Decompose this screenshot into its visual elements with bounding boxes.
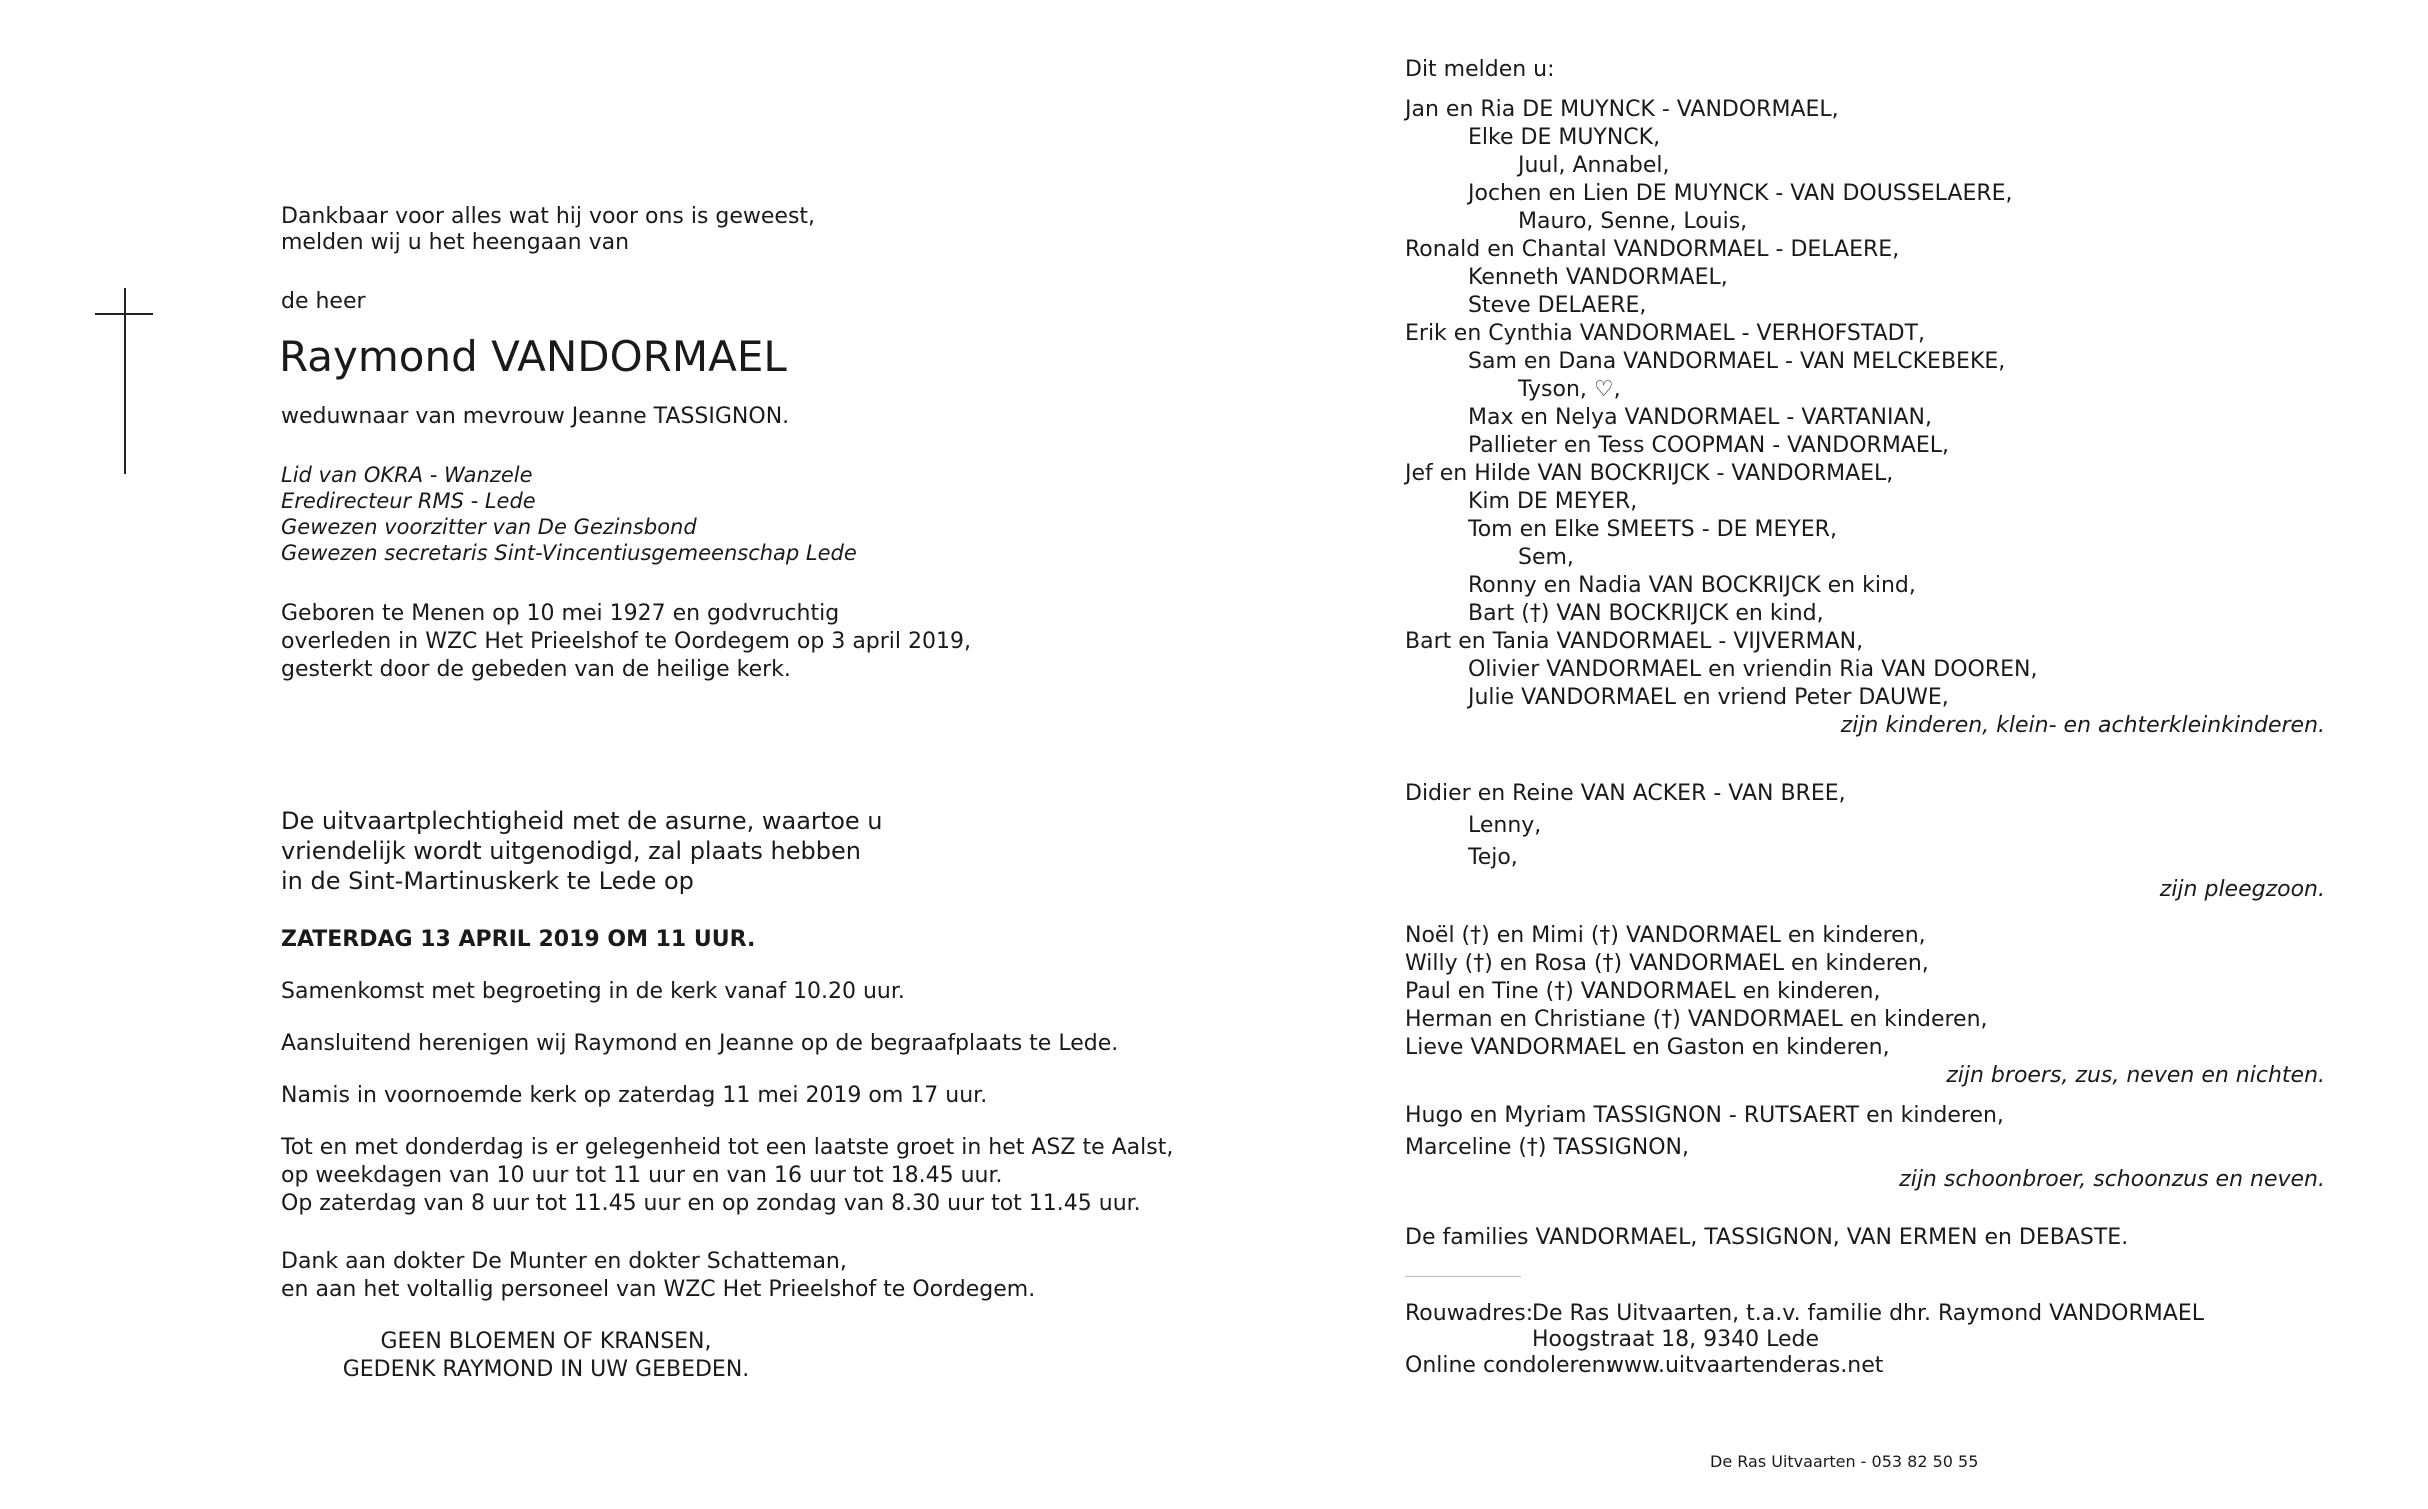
family-line: Didier en Reine VAN ACKER - VAN BREE, bbox=[1405, 781, 1846, 806]
family-line: Paul en Tine (†) VANDORMAEL en kinderen, bbox=[1405, 979, 1881, 1004]
family-line: Tyson, ♡, bbox=[1518, 377, 1621, 402]
family-line: Julie VANDORMAEL en vriend Peter DAUWE, bbox=[1468, 685, 1949, 710]
funeral-date: ZATERDAG 13 APRIL 2019 OM 11 UUR. bbox=[281, 927, 756, 952]
address-label: Rouwadres: bbox=[1405, 1301, 1534, 1326]
family-line: Max en Nelya VANDORMAEL - VARTANIAN, bbox=[1468, 405, 1932, 430]
intro-line-2: melden wij u het heengaan van bbox=[281, 230, 630, 255]
salutation: de heer bbox=[281, 289, 366, 314]
ceremony-line-3: in de Sint-Martinuskerk te Lede op bbox=[281, 867, 694, 895]
family-line: Sam en Dana VANDORMAEL - VAN MELCKEBEKE, bbox=[1468, 349, 2006, 374]
birth-line-2: overleden in WZC Het Prieelshof te Oordegem op 3 april 2019, bbox=[281, 629, 972, 654]
gathering-line: Samenkomst met begroeting in de kerk vanaf 10.20 uur. bbox=[281, 979, 905, 1004]
widower-line: weduwnaar van mevrouw Jeanne TASSIGNON. bbox=[281, 404, 790, 429]
function-1: Lid van OKRA - Wanzele bbox=[281, 463, 533, 487]
family-line: Lieve VANDORMAEL en Gaston en kinderen, bbox=[1405, 1035, 1890, 1060]
family-line: Kim DE MEYER, bbox=[1468, 489, 1638, 514]
relation-children: zijn kinderen, klein- en achterkleinkinderen. bbox=[1840, 713, 2325, 738]
birth-line-3: gesterkt door de gebeden van de heilige kerk. bbox=[281, 657, 791, 682]
birth-line-1: Geboren te Menen op 10 mei 1927 en godvruchtig bbox=[281, 601, 840, 626]
family-line: Olivier VANDORMAEL en vriendin Ria VAN DOOREN, bbox=[1468, 657, 2038, 682]
function-3: Gewezen voorzitter van De Gezinsbond bbox=[281, 515, 697, 539]
family-line: Erik en Cynthia VANDORMAEL - VERHOFSTADT, bbox=[1405, 321, 1926, 346]
online-label: Online condoleren: bbox=[1405, 1353, 1613, 1378]
family-line: Steve DELAERE, bbox=[1468, 293, 1647, 318]
family-line: Bart en Tania VANDORMAEL - VIJVERMAN, bbox=[1405, 629, 1864, 654]
family-line: Hugo en Myriam TASSIGNON - RUTSAERT en kinderen, bbox=[1405, 1103, 2004, 1128]
family-line: Sem, bbox=[1518, 545, 1574, 570]
intro-line-1: Dankbaar voor alles wat hij voor ons is geweest, bbox=[281, 204, 816, 229]
mass-line: Namis in voornoemde kerk op zaterdag 11 mei 2019 om 17 uur. bbox=[281, 1083, 988, 1108]
family-line: Bart (†) VAN BOCKRIJCK en kind, bbox=[1468, 601, 1824, 626]
family-line: Lenny, bbox=[1468, 813, 1542, 838]
ceremony-line-1: De uitvaartplechtigheid met de asurne, waartoe u bbox=[281, 807, 883, 835]
family-line: Pallieter en Tess COOPMAN - VANDORMAEL, bbox=[1468, 433, 1950, 458]
family-line: Tom en Elke SMEETS - DE MEYER, bbox=[1468, 517, 1837, 542]
function-4: Gewezen secretaris Sint-Vincentiusgemeenschap Lede bbox=[281, 541, 857, 565]
farewell-line-3: Op zaterdag van 8 uur tot 11.45 uur en op zondag van 8.30 uur tot 11.45 uur. bbox=[281, 1191, 1141, 1216]
relation-in-laws: zijn schoonbroer, schoonzus en neven. bbox=[1899, 1167, 2325, 1192]
family-line: Noël (†) en Mimi (†) VANDORMAEL en kinderen, bbox=[1405, 923, 1926, 948]
ceremony-line-2: vriendelijk wordt uitgenodigd, zal plaats hebben bbox=[281, 837, 861, 865]
family-line: Willy (†) en Rosa (†) VANDORMAEL en kinderen, bbox=[1405, 951, 1929, 976]
footer-contact: De Ras Uitvaarten - 053 82 50 55 bbox=[1710, 1452, 1979, 1471]
family-line: Kenneth VANDORMAEL, bbox=[1468, 265, 1728, 290]
family-line: Mauro, Senne, Louis, bbox=[1518, 209, 1748, 234]
address-line-2: Hoogstraat 18, 9340 Lede bbox=[1532, 1327, 1820, 1352]
family-line: Ronald en Chantal VANDORMAEL - DELAERE, bbox=[1405, 237, 1900, 262]
families-line: De families VANDORMAEL, TASSIGNON, VAN ERMEN en DEBASTE. bbox=[1405, 1225, 2129, 1250]
address-line-1: De Ras Uitvaarten, t.a.v. familie dhr. Raymond VANDORMAEL bbox=[1532, 1301, 2204, 1326]
farewell-line-2: op weekdagen van 10 uur tot 11 uur en van 16 uur tot 18.45 uur. bbox=[281, 1163, 1003, 1188]
family-line: Marceline (†) TASSIGNON, bbox=[1405, 1135, 1689, 1160]
family-line: Jan en Ria DE MUYNCK - VANDORMAEL, bbox=[1405, 97, 1839, 122]
function-2: Eredirecteur RMS - Lede bbox=[281, 489, 536, 513]
family-line: Jef en Hilde VAN BOCKRIJCK - VANDORMAEL, bbox=[1405, 461, 1894, 486]
closing-line-1: GEEN BLOEMEN OF KRANSEN, bbox=[380, 1329, 712, 1354]
divider bbox=[1405, 1276, 1521, 1277]
family-line: Ronny en Nadia VAN BOCKRIJCK en kind, bbox=[1468, 573, 1916, 598]
family-line: Jochen en Lien DE MUYNCK - VAN DOUSSELAERE, bbox=[1468, 181, 2013, 206]
deceased-name: Raymond VANDORMAEL bbox=[279, 332, 787, 381]
cross-icon-bar bbox=[95, 313, 153, 315]
closing-line-2: GEDENK RAYMOND IN UW GEBEDEN. bbox=[342, 1357, 750, 1382]
farewell-line-1: Tot en met donderdag is er gelegenheid tot een laatste groet in het ASZ te Aalst, bbox=[281, 1135, 1174, 1160]
burial-line: Aansluitend herenigen wij Raymond en Jeanne op de begraafplaats te Lede. bbox=[281, 1031, 1119, 1056]
relation-siblings: zijn broers, zus, neven en nichten. bbox=[1946, 1063, 2325, 1088]
family-line: Tejo, bbox=[1468, 845, 1518, 870]
family-line: Herman en Christiane (†) VANDORMAEL en kinderen, bbox=[1405, 1007, 1988, 1032]
family-line: Elke DE MUYNCK, bbox=[1468, 125, 1661, 150]
family-line: Juul, Annabel, bbox=[1518, 153, 1670, 178]
cross-icon bbox=[124, 288, 126, 474]
relation-fosterson: zijn pleegzoon. bbox=[2159, 877, 2325, 902]
thanks-line-1: Dank aan dokter De Munter en dokter Schatteman, bbox=[281, 1249, 847, 1274]
thanks-line-2: en aan het voltallig personeel van WZC Het Prieelshof te Oordegem. bbox=[281, 1277, 1036, 1302]
online-url[interactable]: www.uitvaartenderas.net bbox=[1606, 1353, 1884, 1378]
announcement-heading: Dit melden u: bbox=[1405, 57, 1555, 82]
